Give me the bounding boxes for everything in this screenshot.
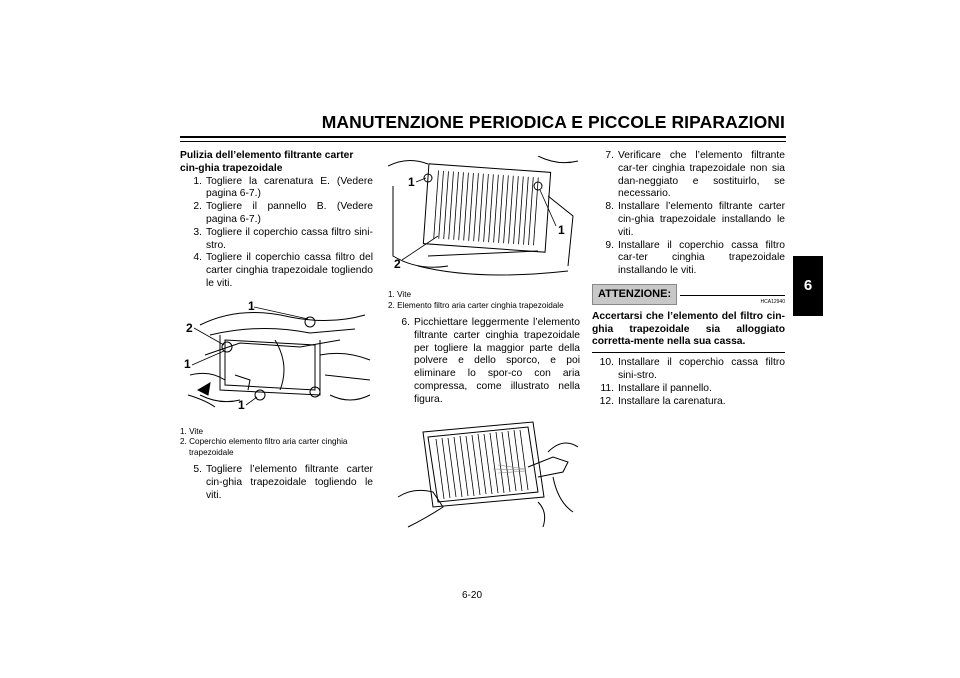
title-rule-thin [180, 141, 786, 142]
step-6: 6. Picchiettare leggermente l’elemento filtrante carter cinghia trapezoidale per togliere la maggior parte della polvere e dello sporco, e poi eliminare lo spor-co con aria compressa, come illustrato nella figura. [401, 317, 580, 405]
column-2 [388, 150, 580, 537]
step-2: 2. Togliere il pannello B. (Vedere pagina 6-7.) [193, 201, 373, 225]
step-9: 9. Installare il coperchio cassa filtro car-ter cinghia trapezoidale installando le viti. [605, 239, 785, 277]
figure-caption: 1. Vite 2. Elemento filtro aria carter cinghia trapezoidale [388, 290, 564, 310]
column-1 [180, 150, 373, 503]
step-4: 4. Togliere il coperchio cassa filtro del carter cinghia trapezoidale togliendo le viti. [193, 252, 373, 289]
warning-code: HCA12940 [760, 298, 785, 305]
figure-label-2: 2 [186, 320, 193, 335]
compressed-air-cleaning-illustration [388, 417, 580, 537]
figure-label-1b: 1 [184, 356, 191, 371]
figure-label-1a: 1 [408, 175, 415, 189]
warning-label: ATTENZIONE: [592, 284, 677, 305]
warning-text: Accertarsi che l’elemento del filtro cin-ghia trapezoidale sia alloggiato corretta-mente nella sua cassa. [592, 311, 785, 353]
step-12: 12. Installare la carenatura. [599, 395, 726, 407]
figure-label-2: 2 [394, 257, 401, 271]
filter-element-illustration [388, 156, 580, 286]
step-10: 10. Installare il coperchio cassa filtro sini-stro. [599, 357, 785, 381]
step-5: 5. Togliere l’elemento filtrante carter cin-ghia trapezoidale togliendo le viti. [193, 464, 373, 501]
warning-rule [680, 295, 785, 296]
step-11: 11. Installare il pannello. [600, 382, 712, 394]
section-tab: 6 [793, 256, 823, 316]
scooter-cover-illustration [180, 295, 373, 423]
warning-header [592, 284, 785, 304]
step-3: 3. Togliere il coperchio cassa filtro sini-stro. [193, 226, 373, 251]
page-number: 6-20 [462, 590, 483, 601]
column-3 [592, 150, 785, 408]
figure-label-1c: 1 [238, 397, 245, 412]
section-heading: Pulizia dell’elemento filtrante carter cin-ghia trapezoidale [180, 150, 354, 174]
step-1: 1. Togliere la carenatura E. (Vedere pagina 6-7.) [193, 175, 373, 200]
step-7: 7. Verificare che l’elemento filtrante car-ter cinghia trapezoidale non sia dan-neggiato e sostituirlo, se necessario. [605, 150, 785, 200]
figure-label-1b: 1 [558, 223, 565, 237]
figure-label-1a: 1 [248, 298, 255, 313]
step-8: 8. Installare l’elemento filtrante carter cin-ghia trapezoidale installando le viti. [605, 201, 785, 238]
page-title: MANUTENZIONE PERIODICA E PICCOLE RIPARAZIONI [321, 112, 785, 132]
figure-caption: 1. Vite 2. Coperchio elemento filtro aria carter cinghia trapezoidale [180, 426, 348, 457]
title-rule [180, 136, 786, 138]
